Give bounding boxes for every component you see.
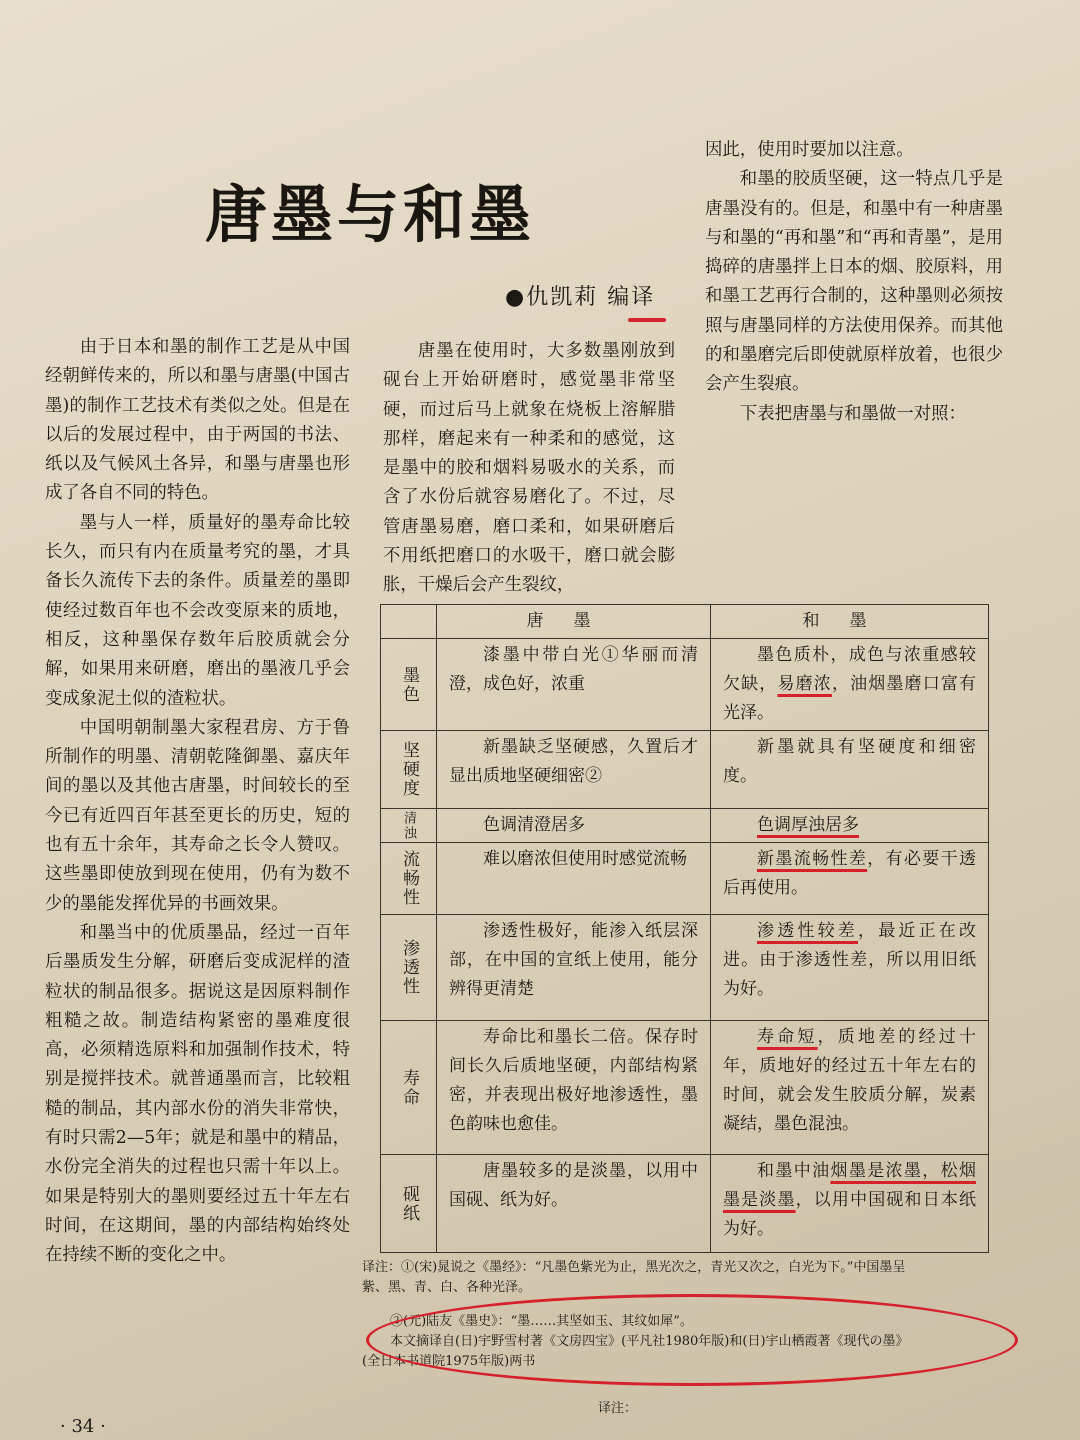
page-number: · 34 · [60, 1416, 106, 1437]
red-underline-mark: 易磨浓 [777, 674, 832, 694]
paragraph-continuation: 因此，使用时要加以注意。 [705, 140, 914, 160]
text-column-left [45, 333, 350, 1271]
paragraph: 和墨当中的优质墨品，经过一百年后墨质发生分解，研磨后变成泥样的渣粒状的制品很多。据说这是因原料制作粗糙之故。制造结构紧密的墨难度很高，必须精选原料和加强制作技术，特别是搅拌技术。就普通墨而言，比较粗糙的制品，其内部水份的消失非常快，有时只需2—5年；就是和墨中的精品，水份完全消失的过程也只需十年以上。如果是特别大的墨则要经过五十年左右时间，在这期间，墨的内部结构始终处在持续不断的变化之中。 [45, 922, 350, 1266]
wa-cell [711, 809, 989, 843]
paragraph: 下表把唐墨与和墨做一对照： [739, 403, 966, 424]
article-title: 唐墨与和墨 [205, 178, 536, 251]
table-row [381, 809, 989, 843]
author-byline: ●仇凯莉 编译 [505, 285, 656, 310]
wa-cell: 新墨就具有坚硬度和细密度。 [711, 731, 989, 809]
wa-cell: 寿命短，质地差的经过十年，质地好的经过五十年左右的时间，就会发生胶质分解，炭素凝结，墨色混浊。 [711, 1021, 989, 1155]
tang-cell: 漆墨中带白光①华丽而清澄，成色好，浓重 [437, 639, 711, 731]
row-label: 寿命 [381, 1021, 437, 1155]
paragraph: 唐墨在使用时，大多数墨刚放到砚台上开始研磨时，感觉墨非常坚硬，而过后马上就象在烧板上溶解腊那样，磨起来有一种柔和的感觉，这是墨中的胶和烟料易吸水的关系，而含了水份后就容易磨化了。不过，尽管唐墨易磨，磨口柔和，如果研磨后不用纸把磨口的水吸干，磨口就会膨胀，干燥后会产生裂纹， [383, 341, 675, 596]
tang-cell: 寿命比和墨长二倍。保存时间长久后质地坚硬，内部结构紧密，并表现出极好地渗透性，墨色韵味也愈佳。 [437, 1021, 711, 1155]
red-underline-mark: 寿命短 [757, 1027, 818, 1047]
wa-cell: 和墨中油烟墨是浓墨，松烟墨是淡墨，以用中国砚和日本纸为好。 [711, 1155, 989, 1253]
text-column-right [705, 136, 1003, 429]
table-corner-cell [381, 605, 437, 639]
red-underline-mark: 色调厚浊居多 [757, 815, 859, 835]
text-column-middle [383, 337, 675, 601]
wa-cell: 渗透性较差，最近正在改进。由于渗透性差，所以用旧纸为好。 [711, 915, 989, 1021]
source-citation-continuation: (全日本书道院1975年版)两书 [362, 1354, 536, 1369]
table-row [381, 843, 989, 915]
paragraph: 由于日本和墨的制作工艺是从中国经朝鲜传来的，所以和墨与唐墨(中国古墨)的制作工艺技术有类似之处。但是在以后的发展过程中，由于两国的书法、纸以及气候风土各异，和墨与唐墨也形成了各自不同的特色。 [45, 337, 350, 504]
tang-cell: 色调清澄居多 [437, 809, 711, 843]
table-row [381, 1155, 989, 1253]
table-header-row [381, 605, 989, 639]
red-underline-mark: 新墨流畅性差 [757, 849, 868, 869]
row-label: 渗透性 [381, 915, 437, 1021]
red-circle-mark [366, 1294, 1018, 1386]
paragraph: 和墨的胶质坚硬，这一特点几乎是唐墨没有的。但是，和墨中有一种唐墨与和墨的“再和墨”和“再和青墨”，是用捣碎的唐墨拌上日本的烟、胶原料，用和墨工艺再行合制的，这种墨则必须按照与唐墨同样的方法使用保养。而其他的和墨磨完后即使就原样放着，也很少会产生裂痕。 [705, 169, 1003, 395]
note-2: ②(元)陆友《墨史》：“墨……其坚如玉、其纹如犀”。 [390, 1314, 693, 1329]
table-row [381, 1021, 989, 1155]
red-underline-mark [628, 318, 666, 322]
tang-cell: 渗透性极好，能渗入纸层深部，在中国的宣纸上使用，能分辨得更清楚 [437, 915, 711, 1021]
header-tang-mo: 唐墨 [437, 605, 711, 639]
table-row [381, 915, 989, 1021]
row-label: 清浊 [381, 809, 437, 843]
paragraph: 中国明朝制墨大家程君房、方于鲁所制作的明墨、清朝乾隆御墨、嘉庆年间的墨以及其他古唐墨，时间较长的至今已有近四百年甚至更长的历史，短的也有五十余年，其寿命之长令人赞叹。这些墨即使放到现在使用，仍有为数不少的墨能发挥优异的书画效果。 [45, 717, 350, 914]
paragraph: 墨与人一样，质量好的墨寿命比较长久，而只有内在质量考究的墨，才具备长久流传下去的条件。质量差的墨即使经过数百年也不会改变原来的质地，相反，这种墨保存数年后胶质就会分解，如果用来研磨，磨出的墨液几乎会变成象泥土似的渣粒状。 [45, 512, 350, 709]
footer-label: 译注： [598, 1401, 638, 1416]
tang-cell: 唐墨较多的是淡墨，以用中国砚、纸为好。 [437, 1155, 711, 1253]
header-wa-mo: 和墨 [711, 605, 989, 639]
row-label: 坚硬度 [381, 731, 437, 809]
note-1: 译注：①(宋)晁说之《墨经》：“凡墨色紫光为止，黑光次之，青光又次之，白光为下。”中国墨呈 [362, 1260, 906, 1275]
row-label: 砚纸 [381, 1155, 437, 1253]
tang-cell: 新墨缺乏坚硬感，久置后才显出质地坚硬细密② [437, 731, 711, 809]
table-row [381, 639, 989, 731]
row-label: 流畅性 [381, 843, 437, 915]
red-underline-mark: 渗透性较差 [757, 921, 858, 941]
wa-cell: 墨色质朴，成色与浓重感较欠缺，易磨浓，油烟墨磨口富有光泽。 [711, 639, 989, 731]
row-label: 墨色 [381, 639, 437, 731]
tang-cell: 难以磨浓但使用时感觉流畅 [437, 843, 711, 915]
red-underline-mark: 烟墨是浓墨，松烟墨是淡墨 [723, 1161, 977, 1210]
wa-cell: 新墨流畅性差，有必要干透后再使用。 [711, 843, 989, 915]
note-1-continuation: 紫、黑、青、白、各种光泽。 [362, 1280, 532, 1295]
comparison-table [380, 604, 989, 1253]
table-row [381, 731, 989, 809]
source-citation: 本文摘译自(日)宇野雪村著《文房四宝》(平凡社1980年版)和(日)宇山栖霞著《现代の墨》 [390, 1334, 909, 1349]
